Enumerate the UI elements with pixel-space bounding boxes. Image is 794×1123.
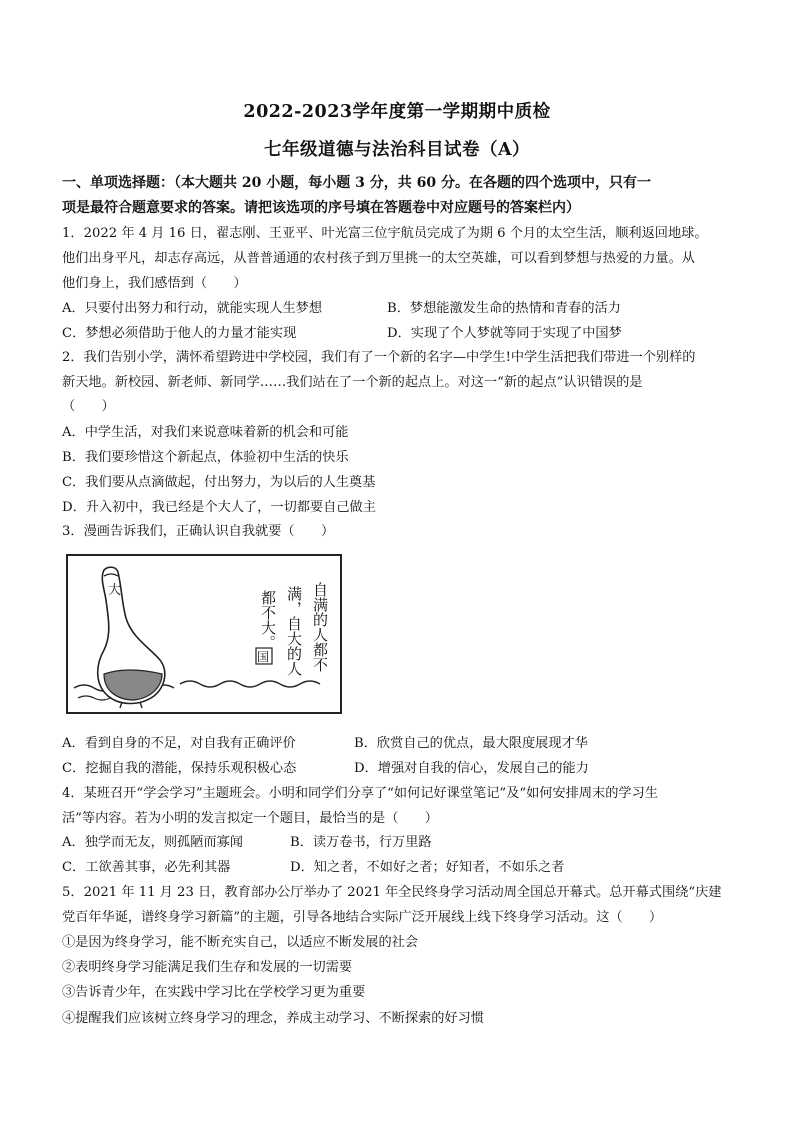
q1-stem-line2: 他们出身平凡，却志存高远，从普普通通的农村孩子到万里挑一的太空英雄，可以看到梦想与热爱的力量。从: [62, 251, 695, 266]
cartoon-drawing: [68, 556, 340, 712]
q3-stem: 3．漫画告诉我们，正确认识自我就要（ ）: [62, 524, 335, 539]
q2-stem-line2: 新天地。新校园、新老师、新同学……我们站在了一个新的起点上。对这一“新的起点”认识错误的是: [62, 375, 643, 390]
exam-subtitle: 七年级道德与法治科目试卷（A）: [263, 140, 531, 160]
cartoon-caption-col1: 自满的人都不: [311, 582, 329, 672]
q2-option-d: D．升入初中，我已经是个大人了，一切都要自己做主: [62, 500, 376, 515]
q1-option-b: B．梦想能激发生命的热情和青春的活力: [387, 301, 621, 316]
q1-option-c: C．梦想必须借助于他人的力量才能实现: [62, 326, 297, 341]
q3-option-d: D．增强对自我的信心，发展自己的能力: [354, 761, 589, 776]
q5-item-4: ④提醒我们应该树立终身学习的理念，养成主动学习、不断探索的好习惯: [62, 1011, 484, 1026]
q4-option-a: A．独学而无友，则孤陋而寡闻: [62, 835, 243, 850]
cartoon-caption-col2: 满，自大的人: [285, 586, 303, 676]
q5-stem-line2: 党百年华诞，谱终身学习新篇”的主题，引导各地结合实际广泛开展线上线下终身学习活动。这（ ）: [62, 910, 663, 925]
q1-stem-line1: 1．2022 年 4 月 16 日，翟志刚、王亚平、叶光富三位宇航员完成了为期 6 个月的太空生活，顺利返回地球。: [62, 226, 708, 241]
q2-stem-line1: 2．我们告别小学，满怀希望跨进中学校园，我们有了一个新的名字—中学生!中学生活把我们带进一个别样的: [62, 350, 696, 365]
q4-option-d: D．知之者，不如好之者；好知者，不如乐之者: [290, 860, 565, 875]
q4-stem-line2: 活”等内容。若为小明的发言拟定一个题目，最恰当的是（ ）: [62, 811, 438, 826]
bottle-label: 大: [108, 583, 122, 598]
cartoon-seal: 国: [257, 650, 270, 664]
q5-item-2: ②表明终身学习能满足我们生存和发展的一切需要: [62, 960, 353, 975]
q3-option-c: C．挖掘自我的潜能，保持乐观积极心态: [62, 761, 297, 776]
section-heading-line1: 一、单项选择题：（本大题共 20 小题，每小题 3 分，共 60 分。在各题的四个选项中，只有一: [62, 175, 651, 191]
q4-option-c: C．工欲善其事，必先利其器: [62, 860, 231, 875]
q4-option-b: B．读万卷书，行万里路: [290, 835, 432, 850]
q1-stem-line3: 他们身上，我们感悟到（ ）: [62, 276, 247, 291]
q1-option-d: D．实现了个人梦就等同于实现了中国梦: [387, 326, 622, 341]
q2-option-a: A．中学生活，对我们来说意味着新的机会和可能: [62, 425, 349, 440]
q1-option-a: A．只要付出努力和行动，就能实现人生梦想: [62, 301, 323, 316]
q2-option-b: B．我们要珍惜这个新起点，体验初中生活的快乐: [62, 450, 349, 465]
q4-stem-line1: 4．某班召开“学会学习”主题班会。小明和同学们分享了“如何记好课堂笔记”及“如何安排周末的学习生: [62, 786, 658, 801]
cartoon-image: [66, 554, 342, 714]
q5-stem-line1: 5．2021 年 11 月 23 日，教育部办公厅举办了 2021 年全民终身学习活动周全国总开幕式。总开幕式围绕“庆建: [62, 885, 722, 900]
q2-stem-line3: （ ）: [62, 399, 115, 414]
section-heading-line2: 项是最符合题意要求的答案。请把该选项的序号填在答题卷中对应题号的答案栏内）: [62, 200, 580, 216]
q3-option-b: B．欣赏自己的优点，最大限度展现才华: [354, 736, 588, 751]
exam-title: 2022-2023学年度第一学期期中质检: [243, 102, 551, 122]
cartoon-caption-col3: 都不大。: [259, 590, 277, 650]
q5-item-1: ①是因为终身学习，能不断充实自己，以适应不断发展的社会: [62, 935, 419, 950]
q5-item-3: ③告诉青少年，在实践中学习比在学校学习更为重要: [62, 985, 366, 1000]
q3-option-a: A．看到自身的不足，对自我有正确评价: [62, 736, 296, 751]
q2-option-c: C．我们要从点滴做起，付出努力，为以后的人生奠基: [62, 475, 376, 490]
